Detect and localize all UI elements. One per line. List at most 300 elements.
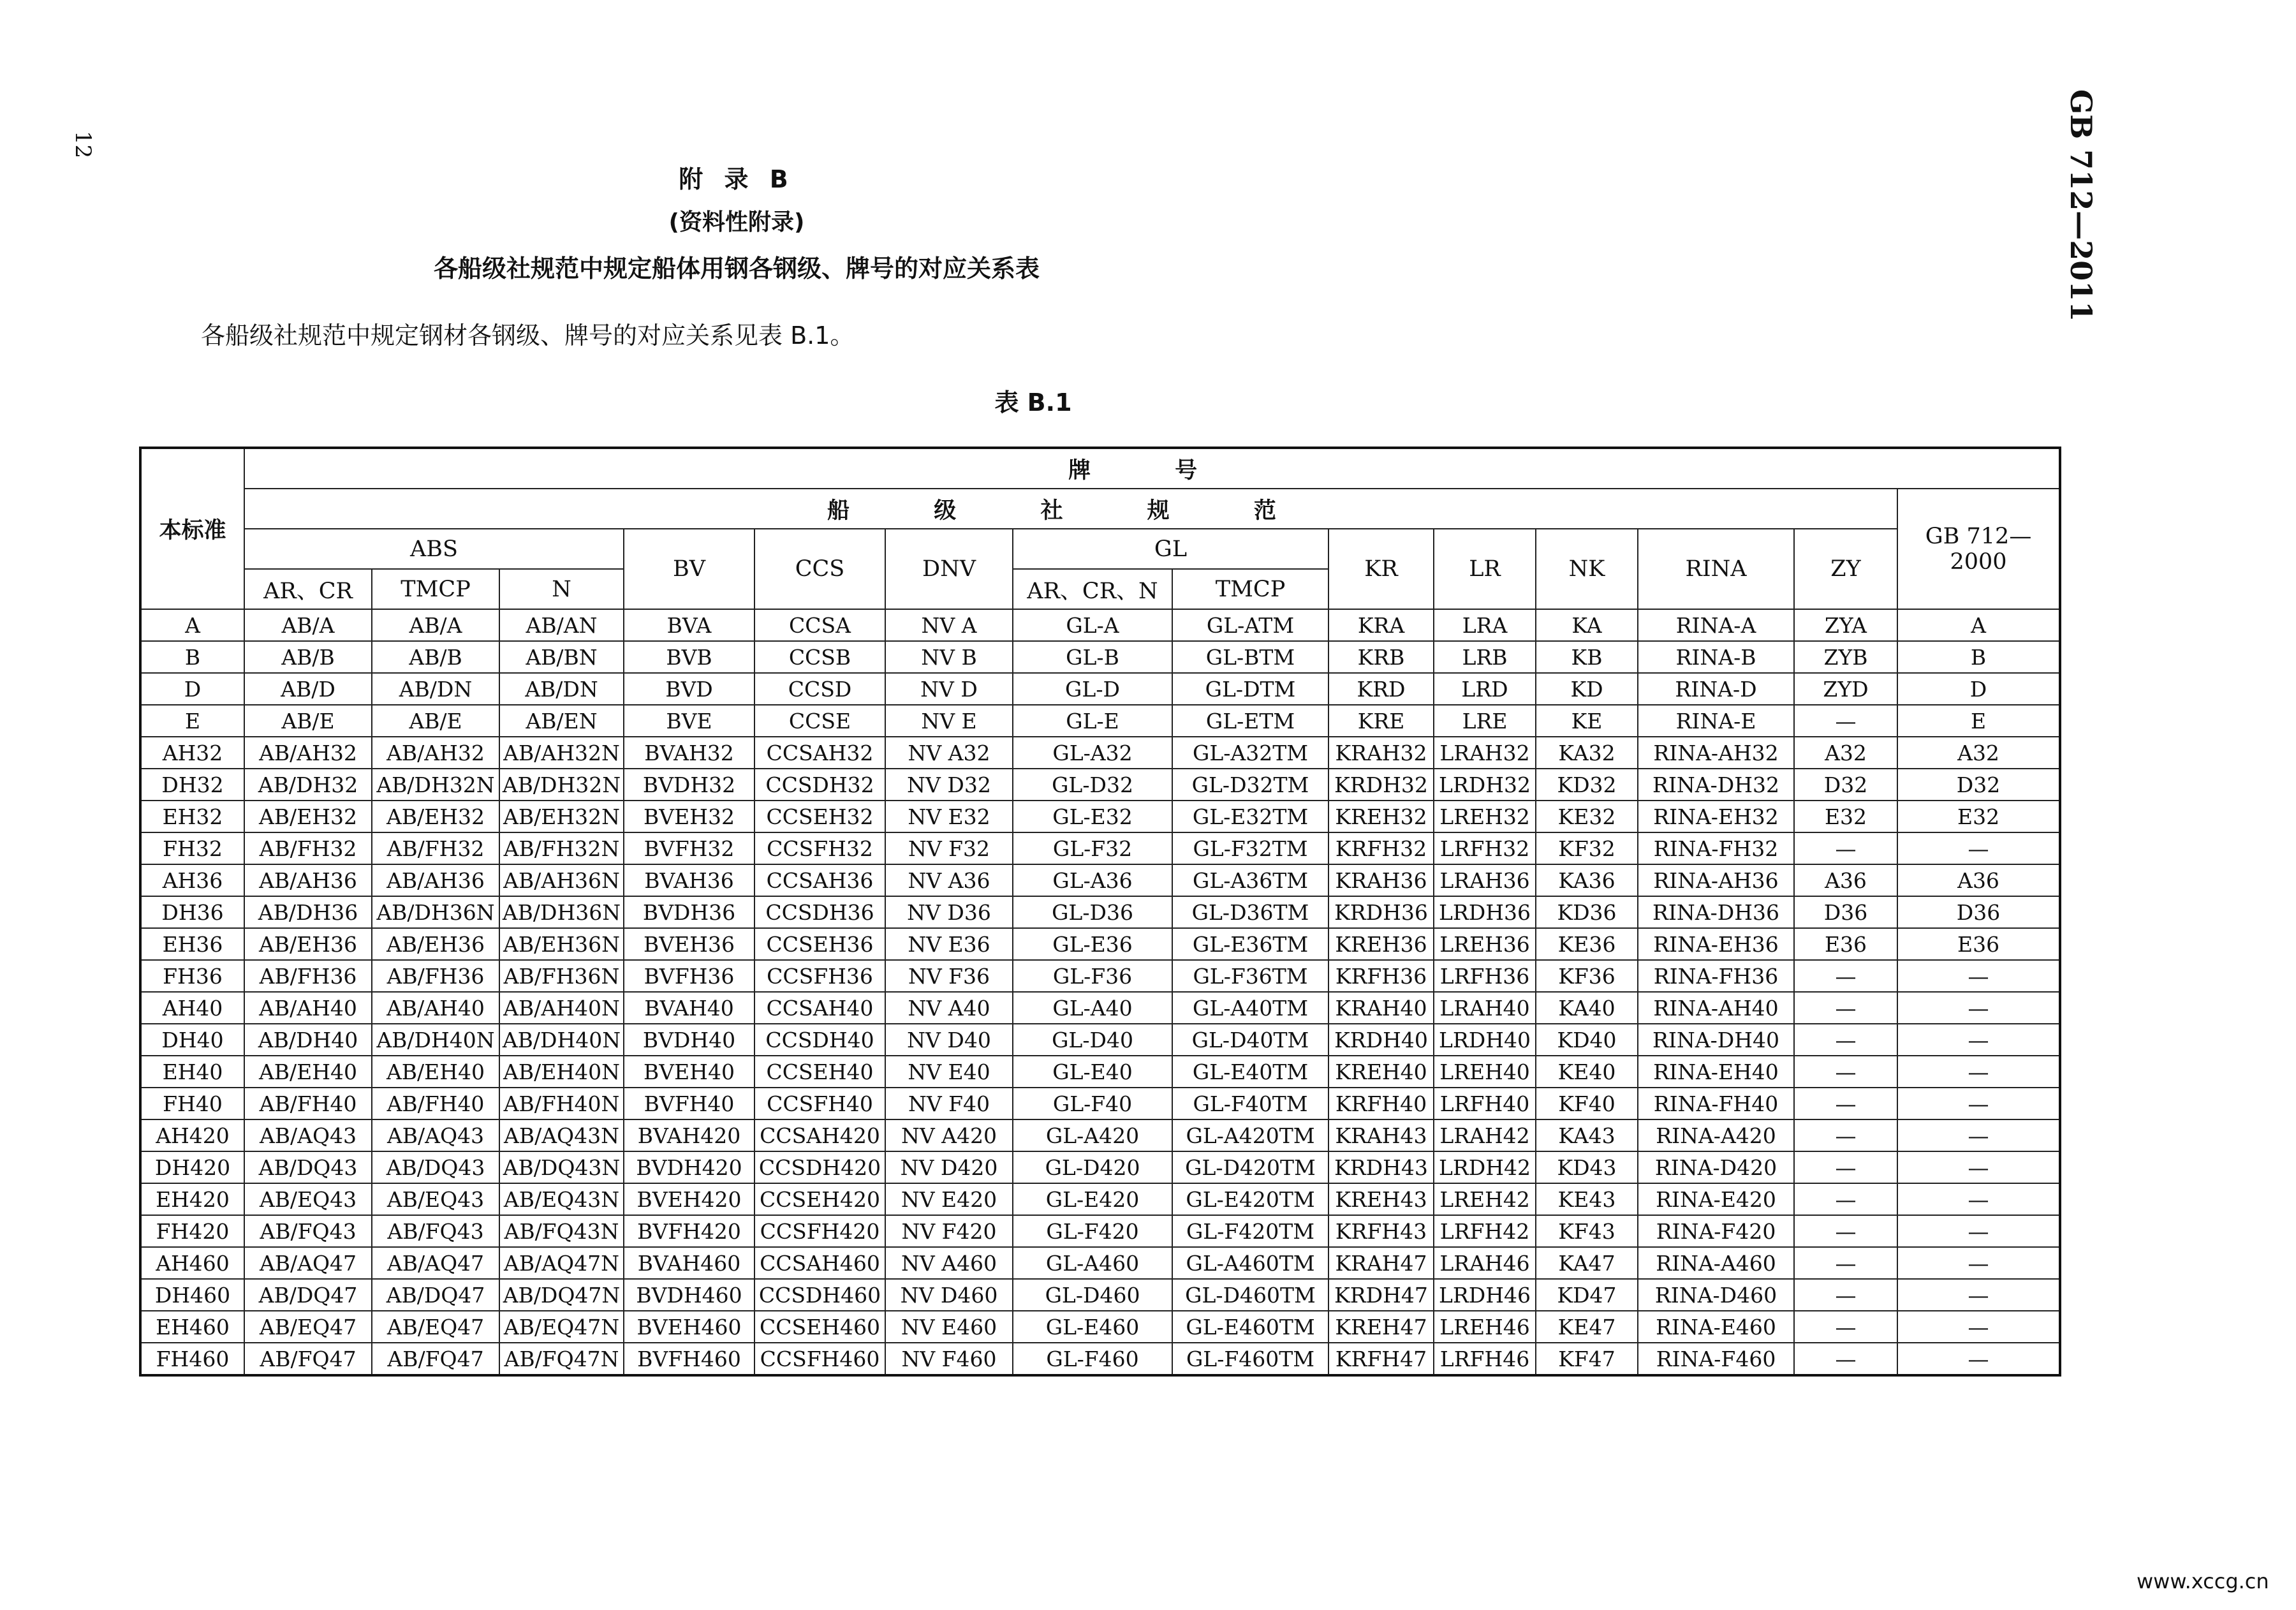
table-cell: BVEH32 — [624, 801, 754, 832]
table-cell: GL-D36TM — [1172, 896, 1328, 928]
table-cell: — — [1897, 1119, 2060, 1151]
table-cell: LRDH32 — [1434, 769, 1536, 801]
table-cell: AB/AQ47N — [499, 1247, 624, 1279]
table-cell: E32 — [1794, 801, 1897, 832]
table-cell: KRFH36 — [1328, 960, 1434, 992]
table-cell: AB/EH40 — [372, 1056, 499, 1088]
table-cell: AB/EH40N — [499, 1056, 624, 1088]
grade-cell: AH40 — [140, 992, 244, 1024]
table-cell: AB/EQ43 — [372, 1183, 499, 1215]
table-row — [140, 1024, 2060, 1056]
table-cell: KA40 — [1536, 992, 1638, 1024]
table-cell: BVD — [624, 673, 754, 705]
table-cell: — — [1794, 992, 1897, 1024]
header-abs-tmcp: TMCP — [372, 569, 499, 609]
table-cell: KF36 — [1536, 960, 1638, 992]
table-cell: GL-D40TM — [1172, 1024, 1328, 1056]
table-cell: ZYA — [1794, 609, 1897, 641]
header-lr: LR — [1434, 529, 1536, 609]
table-cell: CCSDH40 — [754, 1024, 885, 1056]
table-cell: LREH36 — [1434, 928, 1536, 960]
table-row — [140, 1247, 2060, 1279]
table-cell: AB/FQ47N — [499, 1343, 624, 1375]
table-cell: ZYB — [1794, 641, 1897, 673]
table-cell: KF32 — [1536, 832, 1638, 864]
table-cell: KRAH47 — [1328, 1247, 1434, 1279]
table-cell: — — [1897, 1343, 2060, 1375]
grade-cell: DH32 — [140, 769, 244, 801]
table-cell: CCSDH36 — [754, 896, 885, 928]
table-cell: GL-E36TM — [1172, 928, 1328, 960]
table-cell: KRDH40 — [1328, 1024, 1434, 1056]
grade-cell: EH460 — [140, 1311, 244, 1343]
table-cell: AB/BN — [499, 641, 624, 673]
table-cell: CCSAH32 — [754, 737, 885, 769]
header-classification: 船 级 社 规 范 — [244, 489, 1897, 529]
table-cell: KRDH32 — [1328, 769, 1434, 801]
table-cell: KE — [1536, 705, 1638, 737]
table-cell: AB/EH40 — [244, 1056, 372, 1088]
table-row — [140, 737, 2060, 769]
table-cell: RINA-FH40 — [1638, 1088, 1794, 1119]
table-cell: AB/EH36 — [244, 928, 372, 960]
table-body — [140, 609, 2060, 1375]
table-cell: AB/EH32 — [372, 801, 499, 832]
table-cell: GL-E460TM — [1172, 1311, 1328, 1343]
table-cell: CCSE — [754, 705, 885, 737]
table-cell: BVFH40 — [624, 1088, 754, 1119]
table-cell: KF43 — [1536, 1215, 1638, 1247]
table-cell: KRAH43 — [1328, 1119, 1434, 1151]
table-cell: AB/FQ43 — [372, 1215, 499, 1247]
table-cell: — — [1794, 832, 1897, 864]
table-cell: GL-A — [1013, 609, 1172, 641]
table-cell: AB/A — [244, 609, 372, 641]
table-cell: AB/EH36N — [499, 928, 624, 960]
table-cell: D36 — [1794, 896, 1897, 928]
table-cell: NV A40 — [885, 992, 1013, 1024]
table-cell: KA36 — [1536, 864, 1638, 896]
table-row — [140, 864, 2060, 896]
table-cell: NV D40 — [885, 1024, 1013, 1056]
table-cell: AB/AQ43N — [499, 1119, 624, 1151]
header-bv: BV — [624, 529, 754, 609]
grade-cell: E — [140, 705, 244, 737]
table-cell: CCSDH420 — [754, 1151, 885, 1183]
table-cell: KRAH40 — [1328, 992, 1434, 1024]
table-cell: CCSFH40 — [754, 1088, 885, 1119]
table-cell: RINA-EH36 — [1638, 928, 1794, 960]
table-row — [140, 769, 2060, 801]
table-cell: — — [1897, 1088, 2060, 1119]
table-cell: AB/DH32N — [499, 769, 624, 801]
table-cell: AB/DH32N — [372, 769, 499, 801]
table-cell: GL-E460 — [1013, 1311, 1172, 1343]
table-cell: AB/EN — [499, 705, 624, 737]
header-zy: ZY — [1794, 529, 1897, 609]
table-cell: NV A32 — [885, 737, 1013, 769]
table-cell: — — [1794, 1279, 1897, 1311]
table-cell: AB/FH40 — [244, 1088, 372, 1119]
table-cell: KA47 — [1536, 1247, 1638, 1279]
table-cell: NV A460 — [885, 1247, 1013, 1279]
header-gl-ar-cr-n: AR、CR、N — [1013, 569, 1172, 609]
table-cell: KA — [1536, 609, 1638, 641]
table-cell: A32 — [1794, 737, 1897, 769]
grade-cell: AH32 — [140, 737, 244, 769]
table-cell: LREH46 — [1434, 1311, 1536, 1343]
table-cell: GL-D32 — [1013, 769, 1172, 801]
table-cell: GL-E — [1013, 705, 1172, 737]
header-abs: ABS — [244, 529, 624, 569]
table-cell: AB/AN — [499, 609, 624, 641]
table-cell: KD — [1536, 673, 1638, 705]
table-cell: AB/EH32N — [499, 801, 624, 832]
table-cell: A36 — [1897, 864, 2060, 896]
header-gl: GL — [1013, 529, 1328, 569]
table-cell: E36 — [1897, 928, 2060, 960]
table-row — [140, 1119, 2060, 1151]
table-cell: CCSA — [754, 609, 885, 641]
table-cell: LRAH36 — [1434, 864, 1536, 896]
appendix-heading: 各船级社规范中规定船体用钢各钢级、牌号的对应关系表 — [433, 255, 1040, 283]
table-cell: AB/FH40N — [499, 1088, 624, 1119]
header-brand: 牌 号 — [244, 448, 2060, 489]
table-cell: AB/FH40 — [372, 1088, 499, 1119]
table-cell: AB/FQ47 — [372, 1343, 499, 1375]
table-cell: BVEH36 — [624, 928, 754, 960]
table-cell: LRA — [1434, 609, 1536, 641]
table-cell: D36 — [1897, 896, 2060, 928]
table-cell: GL-E40 — [1013, 1056, 1172, 1088]
header-standard: 本标准 — [140, 448, 244, 609]
grade-cell: DH40 — [140, 1024, 244, 1056]
table-cell: AB/AQ47 — [372, 1247, 499, 1279]
table-cell: KREH32 — [1328, 801, 1434, 832]
table-cell: AB/E — [244, 705, 372, 737]
table-cell: LRFH36 — [1434, 960, 1536, 992]
table-cell: RINA-A420 — [1638, 1119, 1794, 1151]
table-cell: KRDH47 — [1328, 1279, 1434, 1311]
table-row — [140, 1343, 2060, 1375]
table-cell: A32 — [1897, 737, 2060, 769]
table-cell: AB/AH36 — [244, 864, 372, 896]
table-cell: — — [1794, 1247, 1897, 1279]
table-cell: AB/AQ43 — [244, 1119, 372, 1151]
table-cell: AB/DQ43N — [499, 1151, 624, 1183]
table-cell: LRDH46 — [1434, 1279, 1536, 1311]
table-cell: CCSAH36 — [754, 864, 885, 896]
table-cell: AB/EQ43 — [244, 1183, 372, 1215]
table-cell: BVFH460 — [624, 1343, 754, 1375]
table-cell: BVFH32 — [624, 832, 754, 864]
table-cell: NV E40 — [885, 1056, 1013, 1088]
table-cell: RINA-E420 — [1638, 1183, 1794, 1215]
table-cell: AB/DQ43 — [372, 1151, 499, 1183]
grade-cell: AH36 — [140, 864, 244, 896]
table-cell: E32 — [1897, 801, 2060, 832]
table-cell: AB/AH40 — [244, 992, 372, 1024]
table-cell: KRDH43 — [1328, 1151, 1434, 1183]
table-cell: NV D32 — [885, 769, 1013, 801]
table-cell: — — [1897, 1215, 2060, 1247]
table-cell: GL-A420 — [1013, 1119, 1172, 1151]
table-cell: BVE — [624, 705, 754, 737]
grade-cell: D — [140, 673, 244, 705]
grade-cell: EH36 — [140, 928, 244, 960]
table-cell: BVEH40 — [624, 1056, 754, 1088]
table-cell: — — [1794, 1215, 1897, 1247]
table-cell: RINA-E460 — [1638, 1311, 1794, 1343]
table-cell: LRAH40 — [1434, 992, 1536, 1024]
table-cell: KA32 — [1536, 737, 1638, 769]
table-cell: NV E32 — [885, 801, 1013, 832]
table-cell: AB/DH36N — [372, 896, 499, 928]
grade-cell: A — [140, 609, 244, 641]
table-cell: BVAH460 — [624, 1247, 754, 1279]
table-row — [140, 960, 2060, 992]
table-row — [140, 801, 2060, 832]
table-cell: KE32 — [1536, 801, 1638, 832]
table-cell: RINA-AH40 — [1638, 992, 1794, 1024]
grade-cell: DH460 — [140, 1279, 244, 1311]
table-cell: GL-D420 — [1013, 1151, 1172, 1183]
table-cell: — — [1897, 1151, 2060, 1183]
table-cell: KRB — [1328, 641, 1434, 673]
table-cell: GL-E32TM — [1172, 801, 1328, 832]
table-cell: RINA-D — [1638, 673, 1794, 705]
table-cell: GL-D36 — [1013, 896, 1172, 928]
table-cell: A36 — [1794, 864, 1897, 896]
table-cell: KREH36 — [1328, 928, 1434, 960]
table-cell: GL-DTM — [1172, 673, 1328, 705]
table-cell: AB/AH40 — [372, 992, 499, 1024]
table-cell: AB/DH40N — [372, 1024, 499, 1056]
table-cell: AB/FH36N — [499, 960, 624, 992]
table-cell: AB/FQ47 — [244, 1343, 372, 1375]
grade-cell: AH460 — [140, 1247, 244, 1279]
grade-cell: FH40 — [140, 1088, 244, 1119]
table-cell: KREH40 — [1328, 1056, 1434, 1088]
table-cell: NV A420 — [885, 1119, 1013, 1151]
table-row — [140, 1311, 2060, 1343]
table-cell: RINA-FH36 — [1638, 960, 1794, 992]
table-cell: NV F420 — [885, 1215, 1013, 1247]
table-row — [140, 705, 2060, 737]
table-cell: NV F32 — [885, 832, 1013, 864]
table-cell: BVFH420 — [624, 1215, 754, 1247]
table-cell: RINA-DH32 — [1638, 769, 1794, 801]
table-cell: GL-A460TM — [1172, 1247, 1328, 1279]
grade-cell: EH32 — [140, 801, 244, 832]
table-cell: LRAH32 — [1434, 737, 1536, 769]
table-cell: BVDH32 — [624, 769, 754, 801]
table-cell: RINA-DH36 — [1638, 896, 1794, 928]
table-cell: KD32 — [1536, 769, 1638, 801]
table-cell: — — [1794, 1151, 1897, 1183]
table-cell: ZYD — [1794, 673, 1897, 705]
table-cell: BVDH420 — [624, 1151, 754, 1183]
table-cell: BVB — [624, 641, 754, 673]
table-cell: CCSDH460 — [754, 1279, 885, 1311]
grade-cell: FH36 — [140, 960, 244, 992]
table-cell: — — [1794, 1343, 1897, 1375]
page-number: 12 — [70, 131, 96, 159]
table-cell: BVDH36 — [624, 896, 754, 928]
table-cell: GL-E420TM — [1172, 1183, 1328, 1215]
table-cell: AB/AH32 — [372, 737, 499, 769]
table-cell: E — [1897, 705, 2060, 737]
table-cell: CCSAH420 — [754, 1119, 885, 1151]
table-cell: CCSEH420 — [754, 1183, 885, 1215]
table-cell: KA43 — [1536, 1119, 1638, 1151]
table-cell: AB/DN — [499, 673, 624, 705]
table-cell: KE47 — [1536, 1311, 1638, 1343]
header-gl-tmcp: TMCP — [1172, 569, 1328, 609]
table-cell: LREH40 — [1434, 1056, 1536, 1088]
table-cell: — — [1897, 1311, 2060, 1343]
table-cell: B — [1897, 641, 2060, 673]
intro-paragraph: 各船级社规范中规定钢材各钢级、牌号的对应关系见表 B.1。 — [201, 321, 855, 350]
table-cell: LRB — [1434, 641, 1536, 673]
table-row — [140, 1215, 2060, 1247]
table-cell: RINA-A460 — [1638, 1247, 1794, 1279]
table-cell: RINA-F420 — [1638, 1215, 1794, 1247]
table-cell: AB/EH36 — [372, 928, 499, 960]
table-cell: BVAH32 — [624, 737, 754, 769]
table-cell: AB/AH32N — [499, 737, 624, 769]
table-cell: AB/EQ47 — [244, 1311, 372, 1343]
table-cell: GL-ETM — [1172, 705, 1328, 737]
table-cell: GL-F460TM — [1172, 1343, 1328, 1375]
table-cell: AB/FH32 — [244, 832, 372, 864]
table-cell: NV E460 — [885, 1311, 1013, 1343]
table-cell: AB/A — [372, 609, 499, 641]
table-cell: — — [1794, 1311, 1897, 1343]
table-cell: AB/AH36 — [372, 864, 499, 896]
table-cell: AB/AQ43 — [372, 1119, 499, 1151]
table-cell: LRAH46 — [1434, 1247, 1536, 1279]
table-cell: GL-B — [1013, 641, 1172, 673]
table-cell: D32 — [1794, 769, 1897, 801]
table-cell: RINA-DH40 — [1638, 1024, 1794, 1056]
table-cell: KRAH32 — [1328, 737, 1434, 769]
table-cell: CCSB — [754, 641, 885, 673]
table-cell: AB/DH32 — [244, 769, 372, 801]
table-cell: RINA-A — [1638, 609, 1794, 641]
table-cell: AB/B — [372, 641, 499, 673]
table-cell: — — [1794, 1183, 1897, 1215]
grade-cell: B — [140, 641, 244, 673]
steel-grade-table — [139, 447, 2061, 1377]
table-cell: D32 — [1897, 769, 2060, 801]
table-cell: NV E36 — [885, 928, 1013, 960]
table-cell: RINA-FH32 — [1638, 832, 1794, 864]
table-cell: LRDH42 — [1434, 1151, 1536, 1183]
table-cell: KRDH36 — [1328, 896, 1434, 928]
table-cell: LRFH42 — [1434, 1215, 1536, 1247]
table-cell: AB/DQ47 — [244, 1279, 372, 1311]
table-cell: CCSFH420 — [754, 1215, 885, 1247]
table-cell: NV D36 — [885, 896, 1013, 928]
table-cell: KRFH40 — [1328, 1088, 1434, 1119]
table-cell: KRD — [1328, 673, 1434, 705]
table-cell: CCSFH32 — [754, 832, 885, 864]
table-cell: GL-E420 — [1013, 1183, 1172, 1215]
table-cell: LRD — [1434, 673, 1536, 705]
table-cell: CCSFH36 — [754, 960, 885, 992]
table-cell: CCSEH32 — [754, 801, 885, 832]
table-cell: AB/AH40N — [499, 992, 624, 1024]
table-cell: LRAH42 — [1434, 1119, 1536, 1151]
table-cell: — — [1897, 1247, 2060, 1279]
table-header — [140, 448, 2060, 609]
header-abs-ar-cr: AR、CR — [244, 569, 372, 609]
header-dnv: DNV — [885, 529, 1013, 609]
table-cell: GL-F32 — [1013, 832, 1172, 864]
table-cell: E36 — [1794, 928, 1897, 960]
table-cell: GL-A420TM — [1172, 1119, 1328, 1151]
table-row — [140, 673, 2060, 705]
table-cell: RINA-AH32 — [1638, 737, 1794, 769]
table-cell: GL-A460 — [1013, 1247, 1172, 1279]
table-cell: BVDH40 — [624, 1024, 754, 1056]
table-cell: GL-F36 — [1013, 960, 1172, 992]
table-row — [140, 928, 2060, 960]
table-cell: AB/DH40 — [244, 1024, 372, 1056]
table-cell: LREH32 — [1434, 801, 1536, 832]
header-kr: KR — [1328, 529, 1434, 609]
table-cell: RINA-D420 — [1638, 1151, 1794, 1183]
table-cell: AB/FH36 — [372, 960, 499, 992]
table-cell: — — [1897, 960, 2060, 992]
watermark-url: www.xccg.cn — [2137, 1569, 2269, 1593]
table-cell: KB — [1536, 641, 1638, 673]
table-cell: AB/FH36 — [244, 960, 372, 992]
table-cell: BVDH460 — [624, 1279, 754, 1311]
table-cell: GL-F36TM — [1172, 960, 1328, 992]
table-cell: KF40 — [1536, 1088, 1638, 1119]
table-cell: NV B — [885, 641, 1013, 673]
table-cell: LRFH46 — [1434, 1343, 1536, 1375]
table-cell: — — [1794, 1024, 1897, 1056]
table-cell: CCSD — [754, 673, 885, 705]
table-cell: AB/DQ47N — [499, 1279, 624, 1311]
table-cell: AB/FH32 — [372, 832, 499, 864]
table-cell: — — [1897, 1183, 2060, 1215]
table-cell: AB/EQ47 — [372, 1311, 499, 1343]
header-gb2000: GB 712— 2000 — [1897, 489, 2060, 609]
table-cell: AB/E — [372, 705, 499, 737]
table-cell: CCSFH460 — [754, 1343, 885, 1375]
table-cell: GL-E36 — [1013, 928, 1172, 960]
table-cell: KD43 — [1536, 1151, 1638, 1183]
table-cell: CCSEH36 — [754, 928, 885, 960]
grade-cell: FH460 — [140, 1343, 244, 1375]
table-cell: GL-A40 — [1013, 992, 1172, 1024]
table-cell: BVAH40 — [624, 992, 754, 1024]
table-caption: 表 B.1 — [994, 388, 1072, 417]
table-cell: AB/B — [244, 641, 372, 673]
table-cell: BVAH420 — [624, 1119, 754, 1151]
table-cell: CCSEH40 — [754, 1056, 885, 1088]
table-cell: RINA-AH36 — [1638, 864, 1794, 896]
table-row — [140, 832, 2060, 864]
table-cell: AB/EQ43N — [499, 1183, 624, 1215]
table-cell: CCSAH40 — [754, 992, 885, 1024]
table-cell: AB/FQ43 — [244, 1215, 372, 1247]
table-cell: CCSAH460 — [754, 1247, 885, 1279]
